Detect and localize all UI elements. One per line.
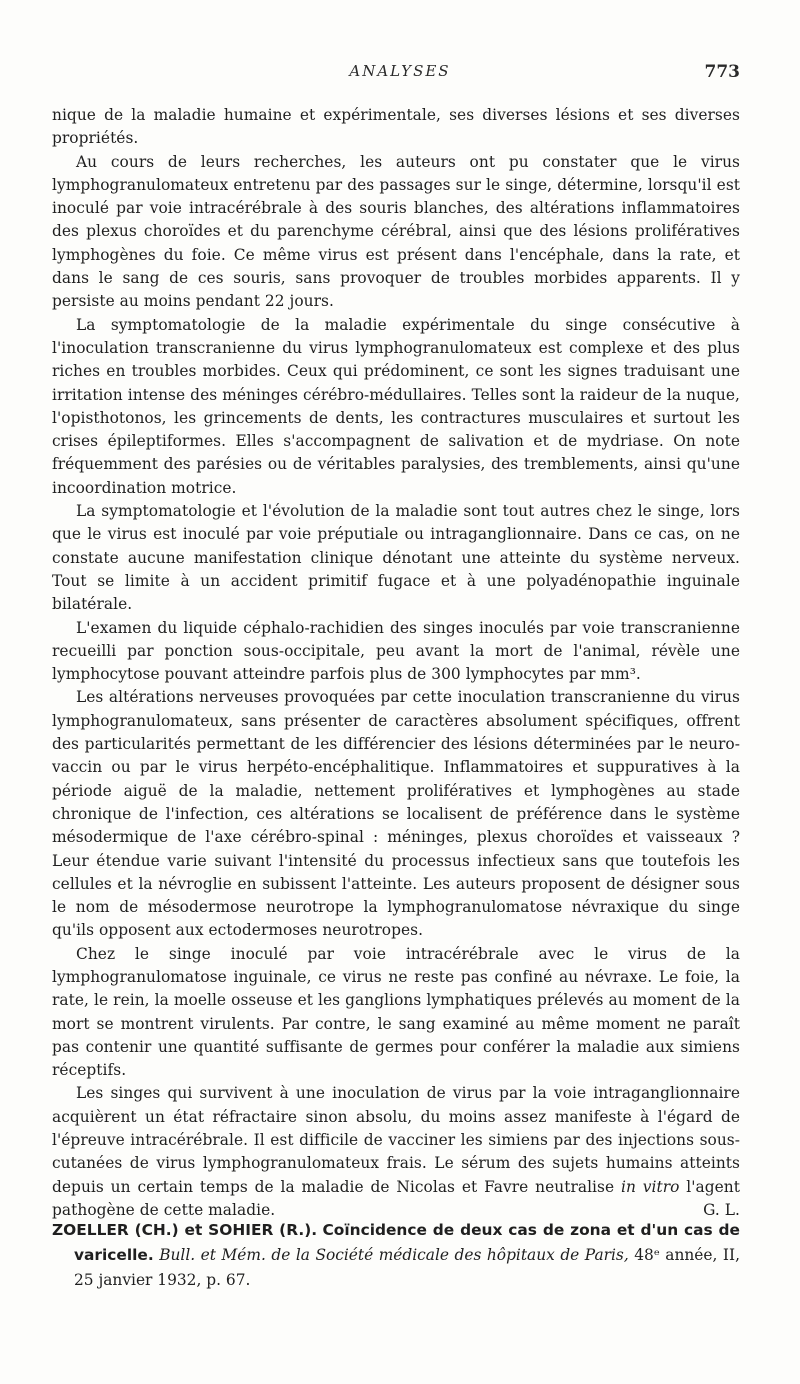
reference-title: Coïncidence de deux cas de zona et d'un cas de varicelle. <box>74 1221 740 1264</box>
paragraph: Les altérations nerveuses provoquées par cette inoculation transcranienne du virus lymphogranulomateux, sans présenter de caractères absolument spécifiques, offrent des particularités permettant de les différencier des lésions déterminées par le neuro-vaccin ou par le virus herpéto-encéphalitique. Inflammatoires et suppuratives à la période aiguë de la maladie, nettement prolifératives et lymphogènes au stade chronique de l'infection, ces altérations se localisent de préférence dans le système mésodermique de l'axe cérébro-spinal : méninges, plexus choroïdes et vaisseaux ? Leur étendue varie suivant l'intensité du processus infectieux sans que toutefois les cellules et la névroglie en subissent l'atteinte. Les auteurs proposent de désigner sous le nom de mésodermose neurotrope la lymphogranulomatose névraxique du singe qu'ils opposent aux ectodermoses neurotropes. <box>52 688 740 940</box>
paragraph: Au cours de leurs recherches, les auteurs ont pu constater que le virus lymphogranulomateux entretenu par des passages sur le singe, détermine, lorsqu'il est inoculé par voie intracérébrale à des souris blanches, des altérations inflammatoires des plexus choroïdes et du parenchyme cérébral, ainsi que des lésions prolifératives lymphogènes du foie. Ce même virus est présent dans l'encéphale, dans la rate, et dans le sang de ces souris, sans provoquer de troubles morbides apparents. Il y persiste au moins pendant 22 jours. <box>52 152 740 311</box>
paragraph: L'examen du liquide céphalo-rachidien des singes inoculés par voie transcranienne recueilli par ponction sous-occipitale, peu avant la mort de l'animal, révèle une lymphocytose pouvant atteindre parfois plus de 300 lymphocytes par mm³. <box>52 618 740 684</box>
paragraph: nique de la maladie humaine et expérimentale, ses diverses lésions et ses diverses propriétés. <box>52 106 740 148</box>
paragraph: Chez le singe inoculé par voie intracérébrale avec le virus de la lymphogranulomatose inguinale, ce virus ne reste pas confiné au névraxe. Le foie, la rate, le rein, la moelle osseuse et les ganglions lymphatiques prélevés au moment de la mort se montrent virulents. Par contre, le sang examiné au même moment ne paraît pas contenir une quantité suffisante de germes pour conférer la maladie aux simiens réceptifs. <box>52 944 740 1080</box>
paragraph-text: Les singes qui survivent à une inoculation de virus par la voie intraganglionnaire acquièrent un état réfractaire sinon absolu, du moins assez manifeste à l'égard de l'épreuve intracérébrale. Il est difficile de vacciner les simiens par des injections sous-cutanées de virus lymphogranulomateux frais. Le sérum des sujets humains atteints depuis un certain temps de la maladie de Nicolas et Favre neutralise <box>52 1084 740 1196</box>
paragraph: La symptomatologie et l'évolution de la maladie sont tout autres chez le singe, lors que le virus est inoculé par voie préputiale ou intraganglionnaire. Dans ce cas, on ne constate aucune manifestation clinique dénotant une atteinte du système nerveux. Tout se limite à un accident primitif fugace et à une polyadénopathie inguinale bilatérale. <box>52 502 740 614</box>
reference-details: 48ᵉ année, II, 25 janvier 1932, p. 67. <box>74 1246 740 1289</box>
running-header <box>0 62 800 86</box>
page-number: 773 <box>704 62 740 82</box>
paragraph-last <box>52 1082 740 1222</box>
running-title: ANALYSES <box>349 62 451 80</box>
reference-journal: Bull. et Mém. de la Société médicale des hôpitaux de Paris, <box>159 1246 629 1264</box>
italic-term: in vitro <box>620 1177 680 1196</box>
paragraph: La symptomatologie de la maladie expérimentale du singe consécutive à l'inoculation transcranienne du virus lymphogranulomateux est complexe et des plus riches en troubles morbides. Ceux qui prédominent, ce sont les signes traduisant une irritation intense des méninges cérébro-médullaires. Telles sont la raideur de la nuque, l'opisthotonos, les grincements de dents, les contractures musculaires et surtout les crises épileptiformes. Elles s'accompagnent de salivation et de mydriase. On note fréquemment des parésies ou de véritables paralysies, des tremblements, ainsi qu'une incoordination motrice. <box>52 315 740 497</box>
reference-entry <box>52 1218 740 1293</box>
reference-text <box>52 1218 740 1293</box>
reference-authors: ZOELLER (CH.) et SOHIER (R.). <box>52 1221 318 1239</box>
author-initials: G. L. <box>703 1200 740 1219</box>
paragraph-text-end: l'agent pathogène de cette maladie. <box>52 1177 740 1219</box>
body-text <box>52 104 740 1222</box>
